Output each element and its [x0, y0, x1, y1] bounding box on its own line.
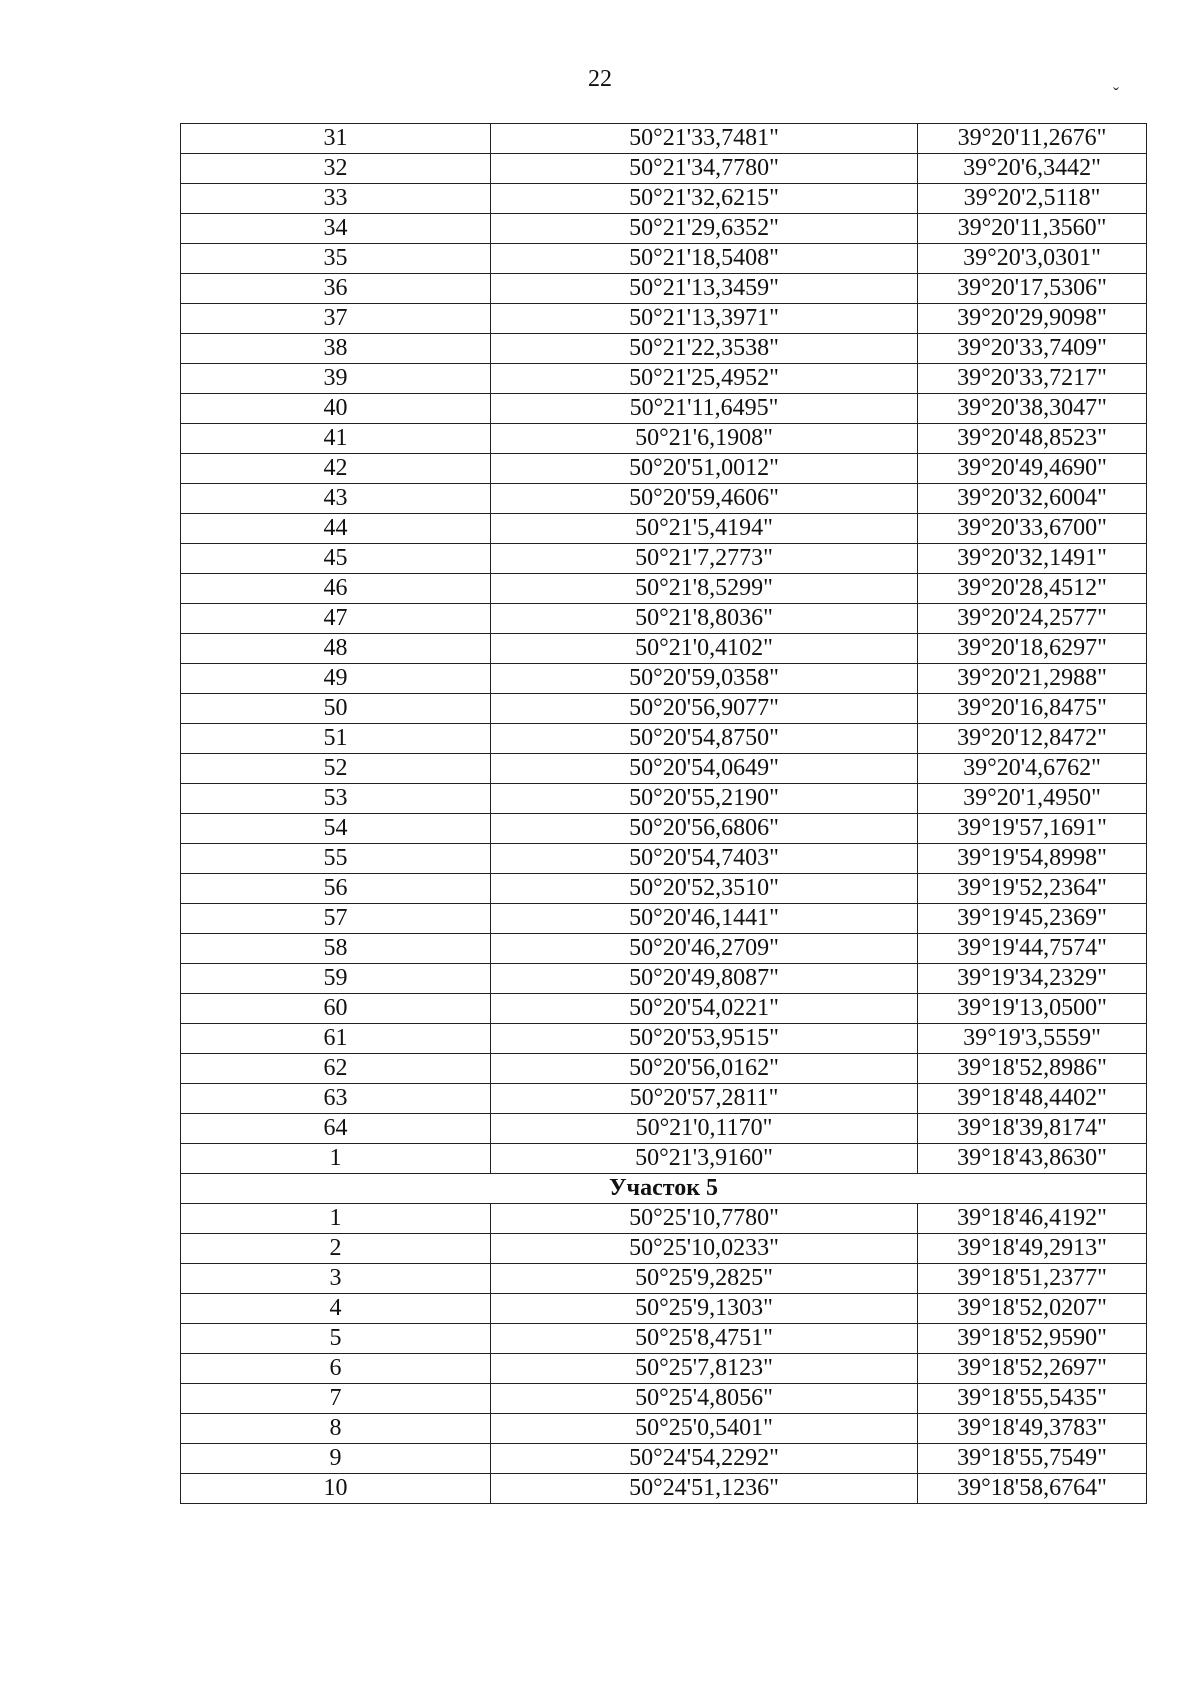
longitude-cell: 39°20'48,8523" — [918, 424, 1147, 454]
latitude-cell: 50°20'51,0012" — [491, 454, 918, 484]
latitude-cell: 50°21'32,6215" — [491, 184, 918, 214]
point-number-cell: 61 — [181, 1024, 491, 1054]
point-number-cell: 47 — [181, 604, 491, 634]
table-row — [181, 814, 1147, 844]
table-row — [181, 994, 1147, 1024]
table-row — [181, 634, 1147, 664]
table-row — [181, 1414, 1147, 1444]
longitude-cell: 39°19'54,8998" — [918, 844, 1147, 874]
latitude-cell: 50°20'49,8087" — [491, 964, 918, 994]
point-number-cell: 62 — [181, 1054, 491, 1084]
table-row — [181, 1324, 1147, 1354]
point-number-cell: 3 — [181, 1264, 491, 1294]
point-number-cell: 59 — [181, 964, 491, 994]
latitude-cell: 50°25'10,7780" — [491, 1204, 918, 1234]
latitude-cell: 50°20'52,3510" — [491, 874, 918, 904]
point-number-cell: 8 — [181, 1414, 491, 1444]
longitude-cell: 39°18'52,2697" — [918, 1354, 1147, 1384]
latitude-cell: 50°20'56,6806" — [491, 814, 918, 844]
point-number-cell: 6 — [181, 1354, 491, 1384]
point-number-cell: 34 — [181, 214, 491, 244]
point-number-cell: 7 — [181, 1384, 491, 1414]
point-number-cell: 51 — [181, 724, 491, 754]
table-row — [181, 274, 1147, 304]
point-number-cell: 1 — [181, 1204, 491, 1234]
latitude-cell: 50°20'54,0221" — [491, 994, 918, 1024]
point-number-cell: 32 — [181, 154, 491, 184]
section-row — [181, 1174, 1147, 1204]
latitude-cell: 50°20'56,9077" — [491, 694, 918, 724]
latitude-cell: 50°21'13,3971" — [491, 304, 918, 334]
point-number-cell: 33 — [181, 184, 491, 214]
latitude-cell: 50°20'59,0358" — [491, 664, 918, 694]
latitude-cell: 50°21'6,1908" — [491, 424, 918, 454]
section-title: Участок 5 — [181, 1174, 1147, 1204]
point-number-cell: 57 — [181, 904, 491, 934]
table-row — [181, 934, 1147, 964]
table-row — [181, 1234, 1147, 1264]
latitude-cell: 50°25'0,5401" — [491, 1414, 918, 1444]
point-number-cell: 50 — [181, 694, 491, 724]
table-row — [181, 1054, 1147, 1084]
table-row — [181, 454, 1147, 484]
latitude-cell: 50°21'8,5299" — [491, 574, 918, 604]
table-row — [181, 124, 1147, 154]
point-number-cell: 2 — [181, 1234, 491, 1264]
longitude-cell: 39°20'29,9098" — [918, 304, 1147, 334]
point-number-cell: 36 — [181, 274, 491, 304]
point-number-cell: 64 — [181, 1114, 491, 1144]
point-number-cell: 4 — [181, 1294, 491, 1324]
point-number-cell: 60 — [181, 994, 491, 1024]
table-row — [181, 154, 1147, 184]
latitude-cell: 50°21'25,4952" — [491, 364, 918, 394]
table-row — [181, 544, 1147, 574]
table-row — [181, 304, 1147, 334]
longitude-cell: 39°18'43,8630" — [918, 1144, 1147, 1174]
table-row — [181, 424, 1147, 454]
latitude-cell: 50°20'46,1441" — [491, 904, 918, 934]
latitude-cell: 50°21'8,8036" — [491, 604, 918, 634]
point-number-cell: 31 — [181, 124, 491, 154]
latitude-cell: 50°21'33,7481" — [491, 124, 918, 154]
table-row — [181, 664, 1147, 694]
latitude-cell: 50°21'34,7780" — [491, 154, 918, 184]
point-number-cell: 58 — [181, 934, 491, 964]
longitude-cell: 39°20'21,2988" — [918, 664, 1147, 694]
longitude-cell: 39°20'28,4512" — [918, 574, 1147, 604]
table-row — [181, 1354, 1147, 1384]
point-number-cell: 43 — [181, 484, 491, 514]
point-number-cell: 5 — [181, 1324, 491, 1354]
latitude-cell: 50°21'7,2773" — [491, 544, 918, 574]
longitude-cell: 39°19'52,2364" — [918, 874, 1147, 904]
latitude-cell: 50°24'54,2292" — [491, 1444, 918, 1474]
latitude-cell: 50°21'29,6352" — [491, 214, 918, 244]
longitude-cell: 39°18'52,0207" — [918, 1294, 1147, 1324]
page-number: 22 — [588, 66, 612, 92]
table-row — [181, 364, 1147, 394]
longitude-cell: 39°20'6,3442" — [918, 154, 1147, 184]
point-number-cell: 48 — [181, 634, 491, 664]
latitude-cell: 50°20'54,0649" — [491, 754, 918, 784]
longitude-cell: 39°20'4,6762" — [918, 754, 1147, 784]
latitude-cell: 50°21'11,6495" — [491, 394, 918, 424]
point-number-cell: 63 — [181, 1084, 491, 1114]
longitude-cell: 39°20'12,8472" — [918, 724, 1147, 754]
point-number-cell: 44 — [181, 514, 491, 544]
point-number-cell: 40 — [181, 394, 491, 424]
latitude-cell: 50°21'18,5408" — [491, 244, 918, 274]
coordinates-table-body — [181, 124, 1147, 1504]
latitude-cell: 50°20'55,2190" — [491, 784, 918, 814]
latitude-cell: 50°25'10,0233" — [491, 1234, 918, 1264]
point-number-cell: 56 — [181, 874, 491, 904]
longitude-cell: 39°20'32,6004" — [918, 484, 1147, 514]
point-number-cell: 37 — [181, 304, 491, 334]
table-row — [181, 874, 1147, 904]
table-row — [181, 844, 1147, 874]
longitude-cell: 39°20'16,8475" — [918, 694, 1147, 724]
longitude-cell: 39°19'44,7574" — [918, 934, 1147, 964]
table-row — [181, 514, 1147, 544]
point-number-cell: 53 — [181, 784, 491, 814]
point-number-cell: 55 — [181, 844, 491, 874]
longitude-cell: 39°20'18,6297" — [918, 634, 1147, 664]
point-number-cell: 39 — [181, 364, 491, 394]
table-row — [181, 394, 1147, 424]
longitude-cell: 39°20'49,4690" — [918, 454, 1147, 484]
table-row — [181, 724, 1147, 754]
table-row — [181, 484, 1147, 514]
table-row — [181, 1294, 1147, 1324]
table-row — [181, 334, 1147, 364]
latitude-cell: 50°20'59,4606" — [491, 484, 918, 514]
table-row — [181, 604, 1147, 634]
point-number-cell: 35 — [181, 244, 491, 274]
table-row — [181, 1474, 1147, 1504]
longitude-cell: 39°20'38,3047" — [918, 394, 1147, 424]
table-row — [181, 1264, 1147, 1294]
longitude-cell: 39°18'48,4402" — [918, 1084, 1147, 1114]
longitude-cell: 39°19'45,2369" — [918, 904, 1147, 934]
longitude-cell: 39°18'58,6764" — [918, 1474, 1147, 1504]
longitude-cell: 39°20'24,2577" — [918, 604, 1147, 634]
corner-mark: ˇ — [1113, 84, 1119, 104]
longitude-cell: 39°20'33,6700" — [918, 514, 1147, 544]
latitude-cell: 50°25'7,8123" — [491, 1354, 918, 1384]
latitude-cell: 50°20'57,2811" — [491, 1084, 918, 1114]
latitude-cell: 50°25'4,8056" — [491, 1384, 918, 1414]
longitude-cell: 39°20'1,4950" — [918, 784, 1147, 814]
longitude-cell: 39°18'49,3783" — [918, 1414, 1147, 1444]
longitude-cell: 39°19'34,2329" — [918, 964, 1147, 994]
longitude-cell: 39°18'51,2377" — [918, 1264, 1147, 1294]
point-number-cell: 10 — [181, 1474, 491, 1504]
latitude-cell: 50°24'51,1236" — [491, 1474, 918, 1504]
longitude-cell: 39°18'55,7549" — [918, 1444, 1147, 1474]
table-row — [181, 1444, 1147, 1474]
point-number-cell: 49 — [181, 664, 491, 694]
table-row — [181, 1204, 1147, 1234]
table-row — [181, 214, 1147, 244]
longitude-cell: 39°18'46,4192" — [918, 1204, 1147, 1234]
longitude-cell: 39°20'11,2676" — [918, 124, 1147, 154]
longitude-cell: 39°20'33,7217" — [918, 364, 1147, 394]
latitude-cell: 50°20'56,0162" — [491, 1054, 918, 1084]
longitude-cell: 39°18'52,8986" — [918, 1054, 1147, 1084]
latitude-cell: 50°20'54,7403" — [491, 844, 918, 874]
latitude-cell: 50°21'0,1170" — [491, 1114, 918, 1144]
longitude-cell: 39°20'17,5306" — [918, 274, 1147, 304]
point-number-cell: 41 — [181, 424, 491, 454]
table-row — [181, 574, 1147, 604]
latitude-cell: 50°20'53,9515" — [491, 1024, 918, 1054]
latitude-cell: 50°25'9,2825" — [491, 1264, 918, 1294]
latitude-cell: 50°21'22,3538" — [491, 334, 918, 364]
latitude-cell: 50°21'13,3459" — [491, 274, 918, 304]
longitude-cell: 39°20'32,1491" — [918, 544, 1147, 574]
point-number-cell: 9 — [181, 1444, 491, 1474]
table-row — [181, 784, 1147, 814]
longitude-cell: 39°20'33,7409" — [918, 334, 1147, 364]
longitude-cell: 39°20'3,0301" — [918, 244, 1147, 274]
point-number-cell: 38 — [181, 334, 491, 364]
longitude-cell: 39°18'52,9590" — [918, 1324, 1147, 1354]
point-number-cell: 45 — [181, 544, 491, 574]
longitude-cell: 39°19'57,1691" — [918, 814, 1147, 844]
table-row — [181, 754, 1147, 784]
coordinates-table — [180, 123, 1147, 1504]
longitude-cell: 39°18'55,5435" — [918, 1384, 1147, 1414]
table-row — [181, 244, 1147, 274]
longitude-cell: 39°19'13,0500" — [918, 994, 1147, 1024]
table-row — [181, 1024, 1147, 1054]
table-row — [181, 964, 1147, 994]
longitude-cell: 39°20'2,5118" — [918, 184, 1147, 214]
latitude-cell: 50°25'9,1303" — [491, 1294, 918, 1324]
point-number-cell: 1 — [181, 1144, 491, 1174]
longitude-cell: 39°20'11,3560" — [918, 214, 1147, 244]
table-row — [181, 1114, 1147, 1144]
table-row — [181, 184, 1147, 214]
latitude-cell: 50°21'3,9160" — [491, 1144, 918, 1174]
latitude-cell: 50°25'8,4751" — [491, 1324, 918, 1354]
point-number-cell: 52 — [181, 754, 491, 784]
table-row — [181, 1144, 1147, 1174]
point-number-cell: 54 — [181, 814, 491, 844]
latitude-cell: 50°20'46,2709" — [491, 934, 918, 964]
table-row — [181, 904, 1147, 934]
latitude-cell: 50°20'54,8750" — [491, 724, 918, 754]
point-number-cell: 46 — [181, 574, 491, 604]
longitude-cell: 39°18'49,2913" — [918, 1234, 1147, 1264]
longitude-cell: 39°18'39,8174" — [918, 1114, 1147, 1144]
longitude-cell: 39°19'3,5559" — [918, 1024, 1147, 1054]
latitude-cell: 50°21'0,4102" — [491, 634, 918, 664]
point-number-cell: 42 — [181, 454, 491, 484]
table-row — [181, 1084, 1147, 1114]
table-row — [181, 1384, 1147, 1414]
latitude-cell: 50°21'5,4194" — [491, 514, 918, 544]
table-row — [181, 694, 1147, 724]
